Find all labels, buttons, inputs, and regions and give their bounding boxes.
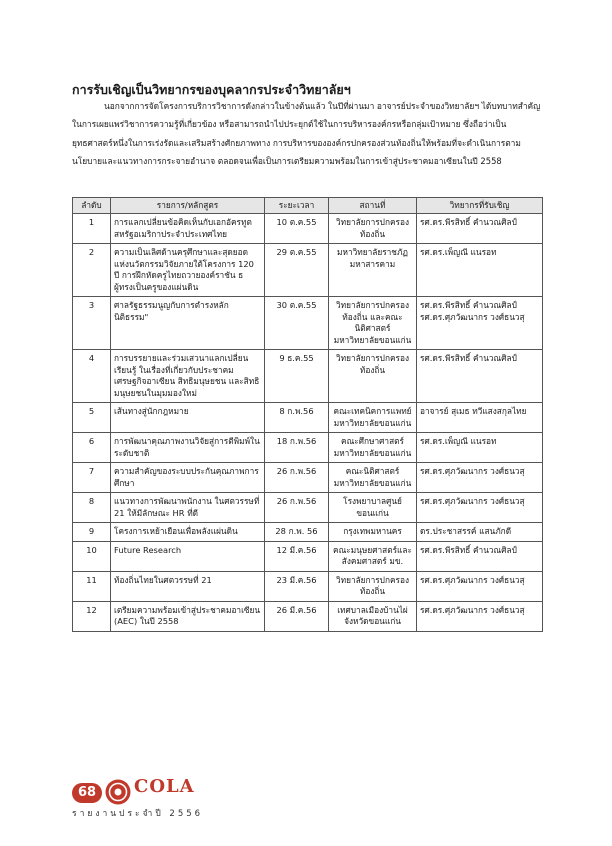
table-row [73,433,543,463]
header-speaker: วิทยากรที่รับเชิญ [417,198,543,214]
college-seal-icon [104,778,132,806]
cell-place: คณะมนุษยศาสตร์และสังคมศาสตร์ มข. [329,541,417,571]
table-row [73,463,543,493]
cell-title: ความสำคัญของระบบประกันคุณภาพการศึกษา [111,463,265,493]
cell-no: 3 [73,297,111,350]
cell-no: 7 [73,463,111,493]
cell-speaker: รศ.ดร.ศุภวัฒนากร วงศ์ธนวสุ [417,463,543,493]
brand-logo-text: COLA [134,776,195,797]
cell-speaker: รศ.ดร.ศุภวัฒนากร วงศ์ธนวสุ [417,571,543,601]
cell-place: วิทยาลัยการปกครองท้องถิ่น [329,571,417,601]
cell-title: การแลกเปลี่ยนข้อคิดเห็นกับเอกอัครทูตสหรัฐอเมริกาประจำประเทศไทย [111,214,265,244]
header-title: รายการ/หลักสูตร [111,198,265,214]
cell-speaker: รศ.ดร.พีรสิทธิ์ คำนวณศิลป์ [417,541,543,571]
table-row [73,571,543,601]
cell-no: 8 [73,493,111,523]
cell-place: คณะศึกษาศาสตร์ มหาวิทยาลัยขอนแก่น [329,433,417,463]
cell-title: ศาลรัฐธรรมนูญกับการตำรงหลักนิติธรรม" [111,297,265,350]
cell-no: 4 [73,350,111,403]
cell-title: เส้นทางสู่นักกฎหมาย [111,403,265,433]
cell-date: 26 ก.พ.56 [265,493,329,523]
cell-place: กรุงเทพมหานคร [329,523,417,542]
cell-date: 12 มี.ค.56 [265,541,329,571]
cell-title: การบรรยายและร่วมเสวนาแลกเปลี่ยนเรียนรู้ ในเรื่องที่เกี่ยวกับประชาคมเศรษฐกิจอาเซียน สิทธิมนุษยชน และสิทธิมนุษยชนในมุมมองใหม่ [111,350,265,403]
header-no: ลำดับ [73,198,111,214]
table-row [73,403,543,433]
cell-title: โครงการเหย้าเยือนเพื่อพลังแผ่นดิน [111,523,265,542]
table-row [73,350,543,403]
cell-no: 11 [73,571,111,601]
table-row [73,541,543,571]
cell-speaker: รศ.ดร.เพ็ญณี แนรอท [417,244,543,297]
cell-speaker: รศ.ดร.ศุภวัฒนากร วงศ์ธนวสุ [417,493,543,523]
cell-no: 12 [73,601,111,631]
cell-title: การพัฒนาคุณภาพงานวิจัยสู่การตีพิมพ์ในระดับชาติ [111,433,265,463]
cell-speaker: รศ.ดร.ศุภวัฒนากร วงศ์ธนวสุ [417,601,543,631]
table-row [73,297,543,350]
cell-no: 5 [73,403,111,433]
cell-date: 30 ต.ค.55 [265,297,329,350]
cell-place: คณะเทคนิคการแพทย์ มหาวิทยาลัยขอนแก่น [329,403,417,433]
cell-date: 26 ก.พ.56 [265,463,329,493]
cell-title: Future Research [111,541,265,571]
cell-date: 26 มี.ค.56 [265,601,329,631]
page-number: 68 [72,783,102,803]
speaker-table [72,197,543,632]
table-row [73,214,543,244]
header-date: ระยะเวลา [265,198,329,214]
cell-date: 10 ต.ค.55 [265,214,329,244]
cell-date: 9 ธ.ค.55 [265,350,329,403]
cell-title: ท้องถิ่นไทยในศตวรรษที่ 21 [111,571,265,601]
table-row [73,523,543,542]
table-row [73,244,543,297]
table-row [73,601,543,631]
cell-date: 8 ก.พ.56 [265,403,329,433]
cell-speaker: รศ.ดร.พีรสิทธิ์ คำนวณศิลป์ รศ.ดร.ศุภวัฒนากร วงศ์ธนวสุ [417,297,543,350]
table-header-row [73,198,543,214]
cell-date: 23 มี.ค.56 [265,571,329,601]
header-place: สถานที่ [329,198,417,214]
cell-no: 6 [73,433,111,463]
cell-place: เทศบาลเมืองบ้านไผ่ จังหวัดขอนแก่น [329,601,417,631]
cell-place: วิทยาลัยการปกครองท้องถิ่น และคณะนิติศาสตร์ มหาวิทยาลัยขอนแก่น [329,297,417,350]
cell-speaker: อาจารย์ สุเมธ ทวีแสงสกุลไทย [417,403,543,433]
cell-no: 9 [73,523,111,542]
section-title: การรับเชิญเป็นวิทยากรของบุคลากรประจำวิทยาลัยฯ [72,82,351,97]
cell-place: วิทยาลัยการปกครองท้องถิ่น [329,214,417,244]
cell-date: 18 ก.พ.56 [265,433,329,463]
table-body [73,214,543,632]
cell-place: คณะนิติศาสตร์ มหาวิทยาลัยขอนแก่น [329,463,417,493]
cell-speaker: รศ.ดร.พีรสิทธิ์ คำนวณศิลป์ [417,214,543,244]
cell-speaker: ดร.ประชาสรรค์ แสนภักดี [417,523,543,542]
table-row [73,493,543,523]
cell-speaker: รศ.ดร.เพ็ญณี แนรอท [417,433,543,463]
cell-date: 29 ต.ค.55 [265,244,329,297]
cell-place: วิทยาลัยการปกครองท้องถิ่น [329,350,417,403]
cell-speaker: รศ.ดร.พีรสิทธิ์ คำนวณศิลป์ [417,350,543,403]
cell-no: 1 [73,214,111,244]
cell-no: 2 [73,244,111,297]
report-subtitle: รายงานประจำปี 2556 [72,809,204,819]
cell-title: แนวทางการพัฒนาพนักงาน ในศตวรรษที่ 21 ให้มีลักษณะ HR ที่ดี [111,493,265,523]
cell-title: เตรียมความพร้อมเข้าสู่ประชาคมอาเซียน (AEC) ในปี 2558 [111,601,265,631]
cell-date: 28 ก.พ. 56 [265,523,329,542]
cell-title: ความเป็นเลิศด้านครุศึกษาและสุดยอดแห่งนวัตกรรมวิจัยภายใต้โครงการ 120 ปี การฝึกหัดครูไทยถวายองค์ราชัน ธ ผู้ทรงเป็นครูของแผ่นดิน [111,244,265,297]
intro-text: นอกจากการจัดโครงการบริการวิชาการดังกล่าวในข้างต้นแล้ว ในปีที่ผ่านมา อาจารย์ประจำของวิทยาลัยฯ ได้บทบาทสำคัญในการเผยแพร่วิชาการความรู้ที่เกี่ยวข้อง หรือสามารถนำไปประยุกต์ใช้ในการบริหารองค์กรหรือกลุ่มเป้าหมาย ซึ่งถือว่าเป็นยุทธศาสตร์หนึ่งในการเร่งรัดและเสริมสร้างศักยภาพทาง การบริหารขององค์กรปกครองส่วนท้องถิ่นให้พร้อมที่จะดำเนินการตามนโยบายและแนวทางการกระจายอำนาจ ตลอดจนเพื่อเป็นการเตรียมความพร้อมในการเข้าสู่ประชาคมอาเซียนในปี 2558 [72,101,541,167]
cell-place: มหาวิทยาลัยราชภัฏมหาสารคาม [329,244,417,297]
cell-no: 10 [73,541,111,571]
cell-place: โรงพยาบาลศูนย์ขอนแก่น [329,493,417,523]
intro-paragraph [72,97,542,171]
